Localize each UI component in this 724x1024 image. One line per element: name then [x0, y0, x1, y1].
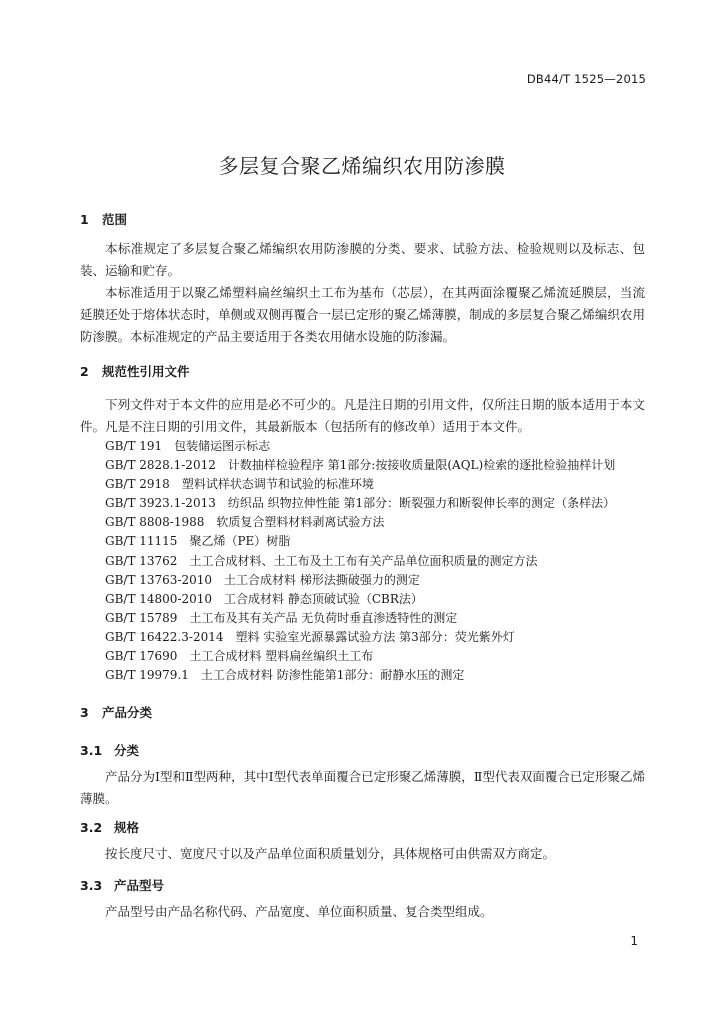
subsection-3-2-heading — [80, 818, 139, 836]
subsection-3-1-heading — [80, 741, 139, 759]
reference-code: GB/T 11115 — [105, 534, 178, 549]
section-title: 范围 — [102, 212, 128, 227]
section-number: 1 — [80, 212, 89, 227]
reference-name: 土工合成材料 塑料扁丝编织土工布 — [189, 649, 374, 664]
standard-number: DB44/T 1525—2015 — [526, 72, 646, 86]
subsection-3-3-heading — [80, 876, 164, 894]
reference-code: GB/T 2828.1-2012 — [105, 458, 216, 473]
reference-name: 聚乙烯（PE）树脂 — [189, 534, 291, 549]
section-2-heading — [80, 362, 190, 380]
reference-item — [105, 513, 615, 532]
page-number: 1 — [630, 934, 638, 948]
reference-name: 土工合成材料 梯形法撕破强力的测定 — [224, 572, 420, 587]
reference-code: GB/T 2918 — [105, 477, 170, 492]
subsection-3-1-text: 产品分为Ⅰ型和Ⅱ型两种，其中Ⅰ型代表单面覆合已定形聚乙烯薄膜，Ⅱ型代表双面覆合已定形聚乙烯薄膜。 — [80, 769, 645, 806]
reference-name: 土工合成材料 防渗性能第1部分：耐静水压的测定 — [200, 668, 465, 683]
reference-code: GB/T 14800-2010 — [105, 591, 213, 606]
section-title: 产品分类 — [102, 705, 153, 720]
reference-item — [105, 437, 615, 456]
reference-code: GB/T 8808-1988 — [105, 515, 205, 530]
reference-code: GB/T 191 — [105, 439, 163, 453]
reference-name: 塑料 实验室光源暴露试验方法 第3部分：荧光紫外灯 — [235, 629, 515, 644]
reference-code: GB/T 17690 — [105, 649, 178, 664]
reference-name: 工合成材料 静态顶破试验（CBR法） — [224, 591, 423, 606]
subsection-title: 规格 — [114, 820, 140, 835]
section-number: 3 — [80, 705, 89, 720]
subsection-number: 3.3 — [80, 878, 103, 893]
reference-name: 计数抽样检验程序 第1部分:按接收质量限(AQL)检索的逐批检验抽样计划 — [227, 458, 616, 473]
reference-name: 包装储运图示标志 — [174, 439, 271, 453]
subsection-3-3-text: 产品型号由产品名称代码、产品宽度、单位面积质量、复合类型组成。 — [105, 904, 493, 919]
reference-item — [105, 571, 615, 590]
scope-paragraph-1: 本标准规定了多层复合聚乙烯编织农用防渗膜的分类、要求、试验方法、检验规则以及标志、包装、运输和贮存。 — [80, 241, 645, 278]
document-title: 多层复合聚乙烯编织农用防渗膜 — [218, 154, 506, 178]
reference-item — [105, 552, 615, 571]
reference-item — [105, 532, 615, 551]
section-1-heading — [80, 210, 127, 228]
reference-code: GB/T 19979.1 — [105, 668, 189, 683]
subsection-title: 分类 — [114, 743, 140, 758]
reference-name: 土工布及其有关产品 无负荷时垂直渗透特性的测定 — [189, 610, 458, 625]
reference-code: GB/T 3923.1-2013 — [105, 496, 216, 511]
reference-item — [105, 628, 615, 647]
reference-name: 软质复合塑料材料剥离试验方法 — [216, 515, 385, 530]
reference-item — [105, 456, 615, 475]
subsection-title: 产品型号 — [114, 878, 165, 893]
scope-paragraph-2: 本标准适用于以聚乙烯塑料扁丝编织土工布为基布（芯层），在其两面涂覆聚乙烯流延膜层，当流延膜还处于熔体状态时，单侧或双侧再覆合一层已定形的聚乙烯薄膜，制成的多层复合聚乙烯编织农用防渗膜。本标准规定的产品主要适用于各类农用储水设施的防渗漏。 — [80, 285, 645, 344]
section-title: 规范性引用文件 — [102, 364, 190, 379]
reference-name: 纺织品 织物拉伸性能 第1部分：断裂强力和断裂伸长率的测定（条样法） — [227, 496, 616, 511]
reference-item — [105, 666, 615, 685]
reference-code: GB/T 13762 — [105, 553, 178, 568]
reference-item — [105, 494, 615, 513]
reference-name: 塑料试样状态调节和试验的标准环境 — [181, 477, 374, 492]
reference-item — [105, 609, 615, 628]
references-intro: 下列文件对于本文件的应用是必不可少的。凡是注日期的引用文件，仅所注日期的版本适用于本文件。凡是不注日期的引用文件，其最新版本（包括所有的修改单）适用于本文件。 — [80, 397, 645, 434]
reference-code: GB/T 13763-2010 — [105, 572, 213, 587]
reference-item — [105, 647, 615, 666]
reference-list — [105, 437, 615, 685]
subsection-3-2-text: 按长度尺寸、宽度尺寸以及产品单位面积质量划分，具体规格可由供需双方商定。 — [105, 846, 556, 861]
subsection-number: 3.1 — [80, 743, 103, 758]
reference-code: GB/T 15789 — [105, 610, 178, 625]
section-number: 2 — [80, 364, 89, 379]
subsection-number: 3.2 — [80, 820, 103, 835]
section-3-heading — [80, 703, 152, 721]
reference-name: 土工合成材料、土工布及土工布有关产品单位面积质量的测定方法 — [189, 553, 538, 568]
reference-item — [105, 475, 615, 494]
reference-item — [105, 590, 615, 609]
reference-code: GB/T 16422.3-2014 — [105, 629, 224, 644]
